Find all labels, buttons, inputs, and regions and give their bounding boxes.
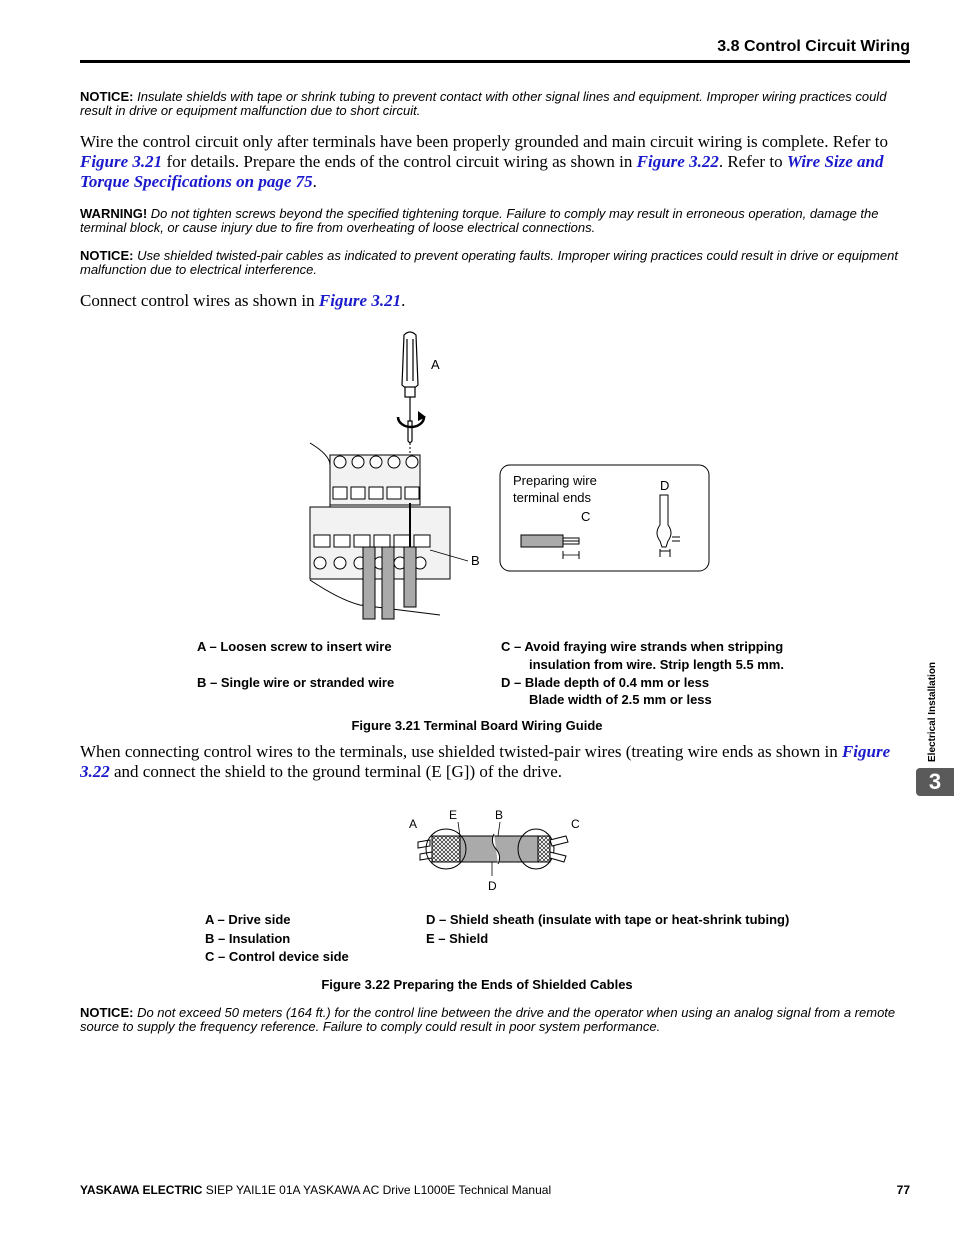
label-c: C bbox=[571, 817, 580, 831]
label-b: B bbox=[471, 553, 480, 568]
wire-ends-inset bbox=[500, 465, 709, 571]
label-b: B bbox=[495, 808, 504, 822]
figure22-caption: Figure 3.22 Preparing the Ends of Shielded Cables bbox=[321, 977, 633, 992]
label-d: D bbox=[488, 879, 497, 893]
header-rule bbox=[80, 60, 910, 63]
drive-side-wires bbox=[418, 840, 432, 860]
paragraph-text: . Refer to bbox=[718, 152, 787, 171]
inset-title-line2: terminal ends bbox=[513, 490, 592, 505]
notice-label: NOTICE: bbox=[80, 89, 134, 104]
link-figure-3-21[interactable]: Figure 3.21 bbox=[80, 152, 163, 171]
notice-text: Use shielded twisted-pair cables as indicated to prevent operating faults. Improper wiring practices could result in drive or equipment malfunction due to electrical interference. bbox=[80, 248, 898, 277]
terminal-block bbox=[310, 443, 450, 615]
link-wire-size-torque[interactable]: Wire Size and Torque Specifications on page 75 bbox=[80, 152, 884, 191]
paragraph-text: Wire the control circuit only after terminals have been properly grounded and main circuit wiring is complete. Refer to bbox=[80, 132, 888, 151]
figure22-legend-e: E – Shield bbox=[426, 931, 489, 946]
figure21-legend-a: A – Loosen screw to insert wire bbox=[197, 639, 392, 654]
figure21-caption: Figure 3.21 Terminal Board Wiring Guide bbox=[351, 718, 603, 733]
paragraph-connect-wires bbox=[80, 291, 910, 311]
figure22-legend-b: B – Insulation bbox=[205, 931, 291, 946]
label-c: C bbox=[581, 509, 591, 524]
figure21-legend-d-cont: Blade width of 2.5 mm or less bbox=[529, 692, 712, 707]
warning-label: WARNING! bbox=[80, 206, 148, 221]
figure21-legend-b: B – Single wire or stranded wire bbox=[197, 675, 395, 690]
link-figure-3-22[interactable]: Figure 3.22 bbox=[80, 742, 891, 781]
paragraph-text: When connecting control wires to the terminals, use shielded twisted-pair wires (treating wire ends as shown in bbox=[80, 742, 838, 761]
figure22-legend-d: D – Shield sheath (insulate with tape or heat-shrink tubing) bbox=[426, 912, 790, 927]
footer-brand: YASKAWA ELECTRIC bbox=[80, 1183, 203, 1197]
paragraph-text: . bbox=[401, 291, 406, 310]
paragraph-text: . bbox=[312, 172, 317, 191]
paragraph-text: and connect the shield to the ground terminal (E [G]) of the drive. bbox=[109, 762, 562, 781]
notice-text: Do not exceed 50 meters (164 ft.) for the control line between the drive and the operator when using an analog signal from a remote source to supply the frequency reference. Failure to comply could result in poor system performance. bbox=[80, 1005, 896, 1034]
notice-label: NOTICE: bbox=[80, 248, 134, 263]
terminal-board-diagram bbox=[300, 325, 720, 625]
notice-text: Insulate shields with tape or shrink tubing to prevent contact with other signal lines and equipment. Improper wiring practices could result in drive or equipment malfunction due to short circuit. bbox=[80, 89, 887, 118]
label-b-leader bbox=[498, 822, 500, 836]
link-figure-3-22[interactable]: Figure 3.22 bbox=[636, 152, 719, 171]
figure21-legend-d: D – Blade depth of 0.4 mm or less bbox=[501, 675, 710, 690]
paragraph-text: Connect control wires as shown in bbox=[80, 291, 319, 310]
shielded-cable-diagram bbox=[400, 800, 590, 895]
notice-shielded-cables bbox=[80, 249, 910, 277]
warning-text: Do not tighten screws beyond the specified tightening torque. Failure to comply may result in erroneous operation, damage the terminal block, or cause injury due to fire from overheating of loose electrical connections. bbox=[80, 206, 879, 235]
warning-torque bbox=[80, 207, 910, 235]
section-title: 3.8 Control Circuit Wiring bbox=[717, 38, 910, 55]
paragraph-text: for details. Prepare the ends of the control circuit wiring as shown in bbox=[162, 152, 637, 171]
notice-analog-distance bbox=[80, 1006, 910, 1034]
label-d: D bbox=[660, 478, 670, 493]
notice-insulate-shields bbox=[80, 90, 910, 118]
figure22-legend-a: A – Drive side bbox=[205, 912, 291, 927]
label-e: E bbox=[449, 808, 458, 822]
page-number: 77 bbox=[896, 1183, 910, 1197]
figure22-legend-c: C – Control device side bbox=[205, 949, 349, 964]
link-figure-3-21[interactable]: Figure 3.21 bbox=[318, 291, 402, 310]
shield-braid-left bbox=[432, 836, 460, 862]
label-a: A bbox=[431, 357, 440, 372]
figure21-legend-c: C – Avoid fraying wire strands when stripping bbox=[501, 639, 784, 654]
chapter-side-label: Electrical Installation bbox=[927, 661, 938, 762]
label-a: A bbox=[409, 817, 418, 831]
shield-braid-right bbox=[538, 836, 550, 862]
paragraph-wire-control-circuit bbox=[80, 132, 910, 192]
inset-title-line1: Preparing wire bbox=[513, 473, 597, 488]
notice-label: NOTICE: bbox=[80, 1005, 134, 1020]
top-row-slots bbox=[333, 487, 419, 499]
footer-doc-info bbox=[80, 1183, 551, 1197]
footer-doc-title: SIEP YAIL1E 01A YASKAWA AC Drive L1000E Technical Manual bbox=[202, 1183, 552, 1197]
control-side-wires bbox=[550, 836, 568, 862]
chapter-tab[interactable]: 3 bbox=[916, 768, 954, 796]
figure21-legend-c-cont: insulation from wire. Strip length 5.5 mm. bbox=[529, 657, 784, 672]
paragraph-shielded-wires bbox=[80, 742, 910, 782]
